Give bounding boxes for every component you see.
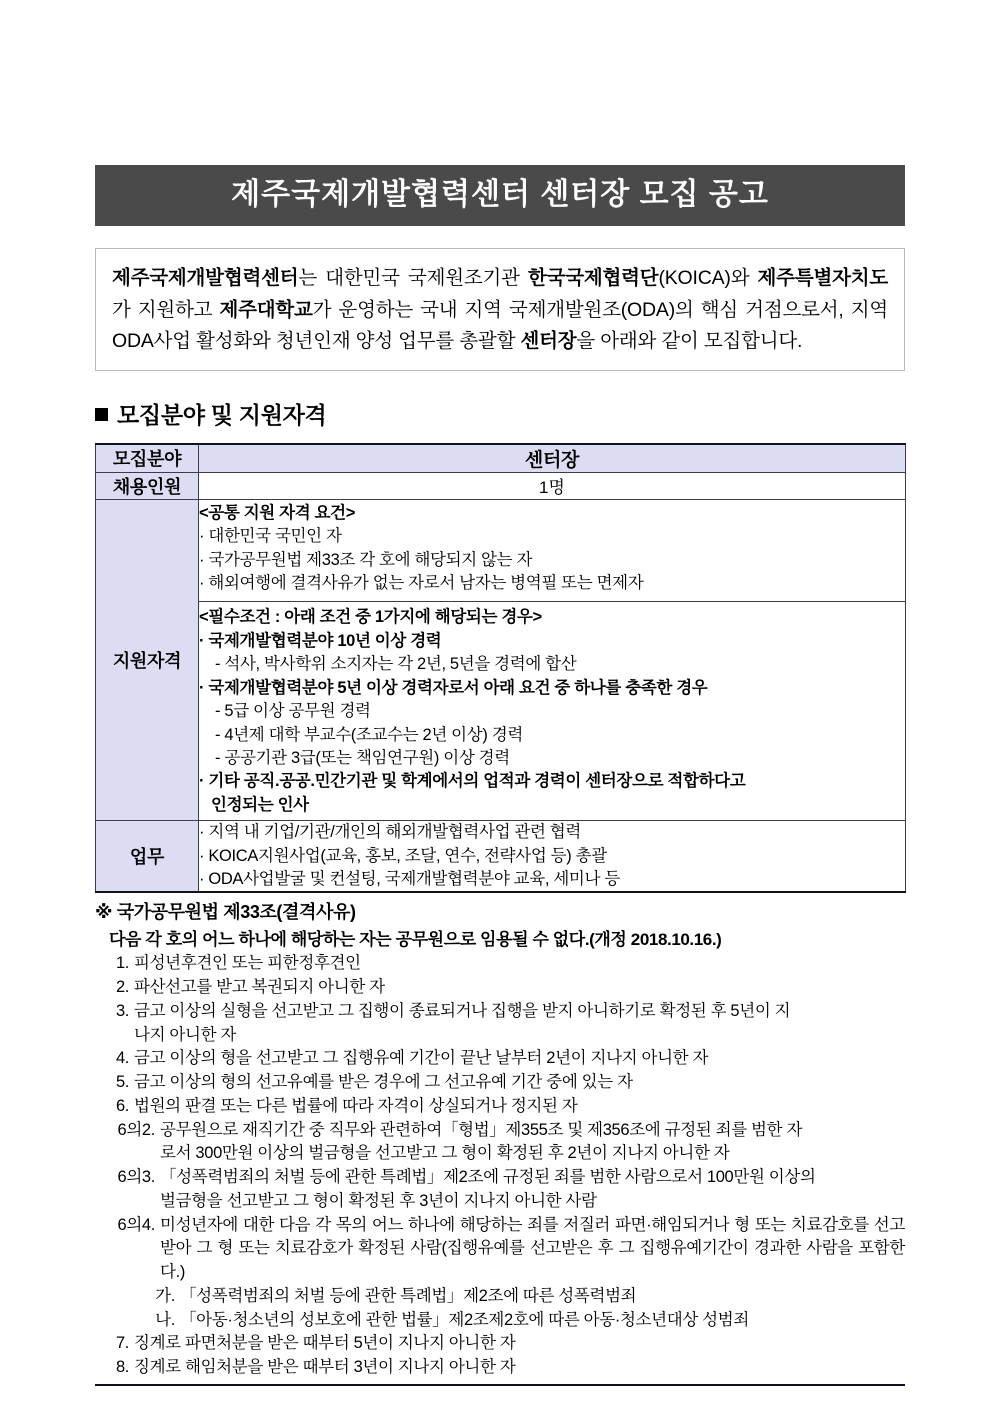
law-item-text: 「아동·청소년의 성보호에 관한 법률」제2조제2호에 따른 아동·청소년대상 성범죄 — [180, 1310, 749, 1329]
common-requirements-list — [199, 525, 905, 595]
table-row-headcount — [96, 472, 906, 499]
law-subtitle: 다음 각 호의 어느 하나에 해당하는 자는 공무원으로 임용될 수 없다.(개정 2018.10.16.) — [109, 930, 722, 950]
cell-field-label: 모집분야 — [96, 444, 199, 473]
table-row-duty — [96, 821, 906, 893]
law-item-number: 8. — [115, 1358, 129, 1377]
law-item-text: 미성년자에 대한 다음 각 목의 어느 하나에 해당하는 죄를 저질러 파면·해임되거나 형 또는 치료감호를 선고받아 그 형 또는 치료감호가 확정된 사람(집행유예를 선고받은 후 그 집행유예기간이 경과한 사람을 포함한다.) — [160, 1215, 905, 1282]
law-item-number: 4. — [115, 1049, 129, 1068]
table-row-field — [96, 444, 906, 473]
law-item — [95, 1071, 905, 1095]
law-item-number: 가. — [155, 1286, 175, 1305]
duty-list — [199, 821, 905, 891]
common-requirements-block — [199, 500, 905, 599]
law-item-number: 7. — [115, 1334, 129, 1353]
law-item-text: 금고 이상의 실형을 선고받고 그 집행이 종료되거나 집행을 받지 아니하기로 확정된 후 5년이 지 나지 아니한 자 — [134, 1000, 905, 1048]
required-condition-item: - 공공기관 3급(또는 책임연구원) 이상 경력 — [215, 748, 510, 767]
law-item — [95, 1285, 905, 1309]
law-item-number: 5. — [115, 1073, 129, 1092]
required-condition-item: · 국제개발협력분야 10년 이상 경력 — [199, 631, 442, 650]
law-item-text: 파산선고를 받고 복권되지 아니한 자 — [134, 978, 385, 997]
law-item-text: 「성폭력범죄의 처벌 등에 관한 특례법」제2조에 따른 성폭력범죄 — [180, 1286, 637, 1305]
law-item-text: 피성년후견인 또는 피한정후견인 — [134, 954, 361, 973]
intro-text-5: 을 아래와 같이 모집합니다. — [576, 330, 803, 353]
cell-duty-label: 업무 — [96, 821, 199, 893]
required-condition-item: - 5급 이상 공무원 경력 — [215, 702, 371, 721]
intro-bold-jeju-province: 제주특별자치도 — [757, 267, 889, 289]
law-item — [95, 1119, 905, 1167]
intro-paragraph — [95, 248, 905, 371]
intro-bold-center-name: 제주국제개발협력센터 — [112, 267, 299, 289]
law-item-number: 1. — [115, 954, 129, 973]
intro-text-3: 가 지원하고 — [112, 298, 220, 321]
law-item-number: 6의3. — [117, 1168, 155, 1187]
law-item-text: 금고 이상의 형을 선고받고 그 집행유예 기간이 끝난 날부터 2년이 지나지 아니한 자 — [134, 1049, 709, 1068]
page-title: 제주국제개발협력센터 센터장 모집 공고 — [95, 165, 905, 226]
section-heading-label: 모집분야 및 지원자격 — [117, 401, 327, 428]
required-conditions-block — [199, 601, 905, 820]
cell-field-value: 센터장 — [199, 444, 906, 473]
law-item — [95, 976, 905, 1000]
required-conditions-heading: <필수조건 : 아래 조건 중 1가지에 해당되는 경우> — [199, 608, 542, 627]
law-title: ※ 국가공무원법 제33조(결격사유) — [95, 902, 356, 923]
law-item-number: 6의2. — [117, 1120, 155, 1139]
cell-headcount-value: 1명 — [199, 472, 906, 499]
cell-duty-value — [199, 821, 906, 893]
law-item — [95, 1166, 905, 1214]
law-item-text: 금고 이상의 형의 선고유예를 받은 경우에 그 선고유예 기간 중에 있는 자 — [134, 1073, 633, 1092]
cell-qualification-label: 지원자격 — [96, 499, 199, 820]
required-conditions-list — [199, 630, 905, 817]
intro-bold-jeju-university: 제주대학교 — [219, 298, 313, 321]
law-item-number: 2. — [115, 978, 129, 997]
required-condition-item: - 4년제 대학 부교수(조교수는 2년 이상) 경력 — [215, 725, 523, 744]
law-item-continuation: 나지 아니한 자 — [134, 1025, 237, 1044]
cell-headcount-label: 채용인원 — [96, 472, 199, 499]
law-item — [95, 952, 905, 976]
duty-item: · KOICA지원사업(교육, 홍보, 조달, 연수, 전략사업 등) 총괄 — [199, 846, 607, 865]
bottom-rule — [95, 1384, 905, 1386]
section-heading-recruitment — [95, 397, 905, 430]
common-requirements-heading: <공통 지원 자격 요건> — [199, 503, 355, 522]
intro-bold-director: 센터장 — [520, 330, 577, 353]
intro-bold-koica: 한국국제협력단 — [527, 267, 659, 289]
law-item — [95, 1214, 905, 1285]
duty-item: · 지역 내 기업/기관/개인의 해외개발협력사업 관련 협력 — [199, 823, 581, 842]
common-requirement-item: · 국가공무원법 제33조 각 호에 해당되지 않는 자 — [199, 550, 533, 569]
intro-text-2: (KOICA)와 — [658, 267, 758, 289]
law-item — [95, 1309, 905, 1333]
intro-text-1: 는 대한민국 국제원조기관 — [298, 267, 528, 289]
recruitment-table — [95, 443, 906, 894]
required-condition-item: 인정되는 인사 — [211, 795, 309, 814]
cell-qualification-value — [199, 499, 906, 820]
law-item-text: 공무원으로 재직기간 중 직무와 관련하여「형법」제355조 및 제356조에 규정된 죄를 범한 자 로서 300만원 이상의 벌금형을 선고받고 그 형이 확정된 후 2년이 지나지 아니한 자 — [160, 1119, 905, 1167]
table-row-qualification — [96, 499, 906, 820]
law-item-number: 나. — [155, 1310, 175, 1329]
law-item-number: 6. — [115, 1096, 129, 1115]
law-item-text: 징계로 파면처분을 받은 때부터 5년이 지나지 아니한 자 — [134, 1334, 516, 1353]
law-item-list — [95, 952, 905, 1380]
duty-item: · ODA사업발굴 및 컨설팅, 국제개발협력분야 교육, 세미나 등 — [199, 870, 620, 889]
law-item — [95, 1095, 905, 1119]
common-requirement-item: · 대한민국 국민인 자 — [199, 527, 342, 546]
common-requirement-item: · 해외여행에 결격사유가 없는 자로서 남자는 병역필 또는 면제자 — [199, 574, 644, 592]
law-item — [95, 1332, 905, 1356]
intro-text-4: 가 운영하는 국내 지역 국제개발원조(ODA)의 핵심 거점으로서, 지역 ODA사업 활성화와 청년인재 양성 업무를 총괄할 — [112, 298, 888, 353]
square-bullet-icon — [95, 408, 108, 421]
law-item-number: 6의4. — [117, 1215, 155, 1234]
law-item-continuation: 벌금형을 선고받고 그 형이 확정된 후 3년이 지나지 아니한 사람 — [160, 1191, 597, 1210]
law-item-number: 3. — [115, 1001, 129, 1020]
required-condition-item: · 국제개발협력분야 5년 이상 경력자로서 아래 요건 중 하나를 충족한 경우 — [199, 678, 708, 697]
law-item — [95, 1000, 905, 1048]
law-item-text: 법원의 판결 또는 다른 법률에 따라 자격이 상실되거나 정지된 자 — [134, 1096, 578, 1115]
law-item-text: 징계로 해임처분을 받은 때부터 3년이 지나지 아니한 자 — [134, 1358, 516, 1377]
law-section — [95, 898, 905, 1386]
required-condition-item: · 기타 공직.공공.민간기관 및 학계에서의 업적과 경력이 센터장으로 적합하다고 — [199, 772, 746, 791]
law-item — [95, 1047, 905, 1071]
required-condition-item: - 석사, 박사학위 소지자는 각 2년, 5년을 경력에 합산 — [215, 655, 577, 674]
law-item — [95, 1356, 905, 1380]
law-item-continuation: 로서 300만원 이상의 벌금형을 선고받고 그 형이 확정된 후 2년이 지나지 아니한 자 — [160, 1144, 730, 1163]
law-item-text: 「성폭력범죄의 처벌 등에 관한 특례법」제2조에 규정된 죄를 범한 사람으로서 100만원 이상의 벌금형을 선고받고 그 형이 확정된 후 3년이 지나지 아니한 사람 — [160, 1166, 905, 1214]
